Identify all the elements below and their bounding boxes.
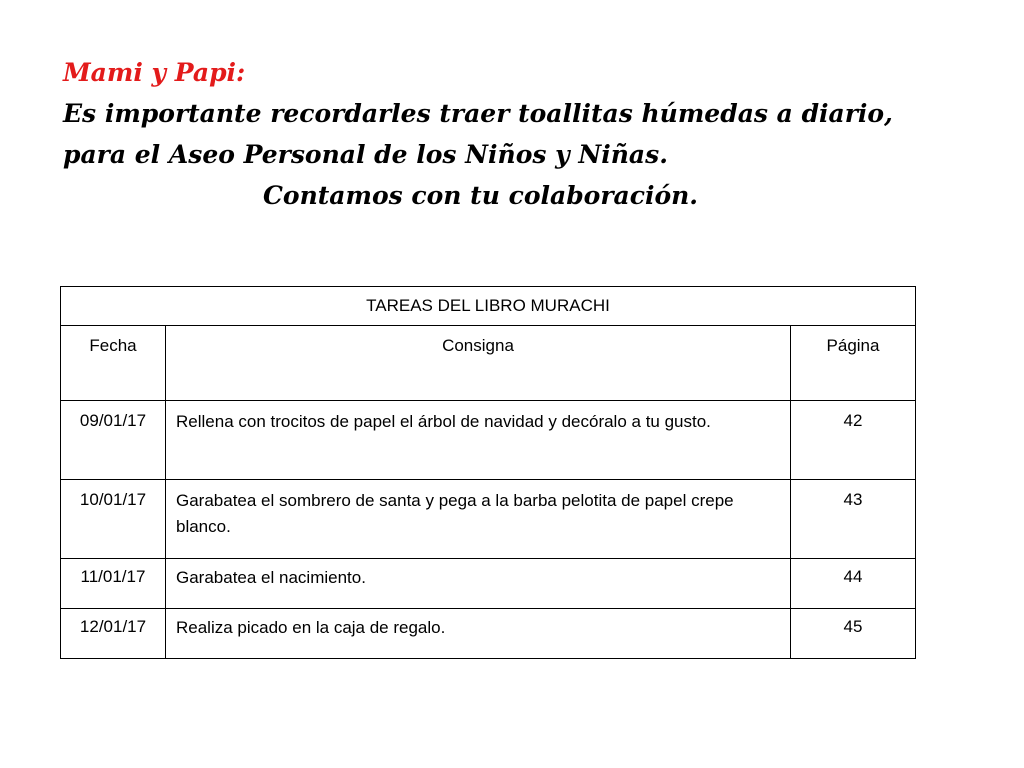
message-line-1: Es importante recordarles traer toallitas húmedas a diario, <box>63 99 893 128</box>
row-date: 10/01/17 <box>61 480 166 559</box>
row-page: 45 <box>791 609 916 659</box>
row-task: Rellena con trocitos de papel el árbol de navidad y decóralo a tu gusto. <box>166 401 791 480</box>
table-row <box>61 609 916 659</box>
row-task: Garabatea el nacimiento. <box>166 559 791 609</box>
row-date: 12/01/17 <box>61 609 166 659</box>
row-task: Garabatea el sombrero de santa y pega a la barba pelotita de papel crepe blanco. <box>166 480 791 559</box>
message-line-2: para el Aseo Personal de los Niños y Niñas. <box>63 140 668 169</box>
row-date: 09/01/17 <box>61 401 166 480</box>
table-row <box>61 480 916 559</box>
table-title-row <box>61 287 916 326</box>
homework-table <box>60 286 916 659</box>
row-page: 42 <box>791 401 916 480</box>
parent-message <box>63 52 963 216</box>
table-row <box>61 401 916 480</box>
row-page: 44 <box>791 559 916 609</box>
table-title: TAREAS DEL LIBRO MURACHI <box>61 287 916 326</box>
message-closing: Contamos con tu colaboración. <box>263 181 698 210</box>
row-task: Realiza picado en la caja de regalo. <box>166 609 791 659</box>
header-page: Página <box>791 326 916 401</box>
table-header-row <box>61 326 916 401</box>
message-greeting: Mami y Papi: <box>63 58 246 87</box>
header-date: Fecha <box>61 326 166 401</box>
table-row <box>61 559 916 609</box>
header-task: Consigna <box>166 326 791 401</box>
row-page: 43 <box>791 480 916 559</box>
row-date: 11/01/17 <box>61 559 166 609</box>
